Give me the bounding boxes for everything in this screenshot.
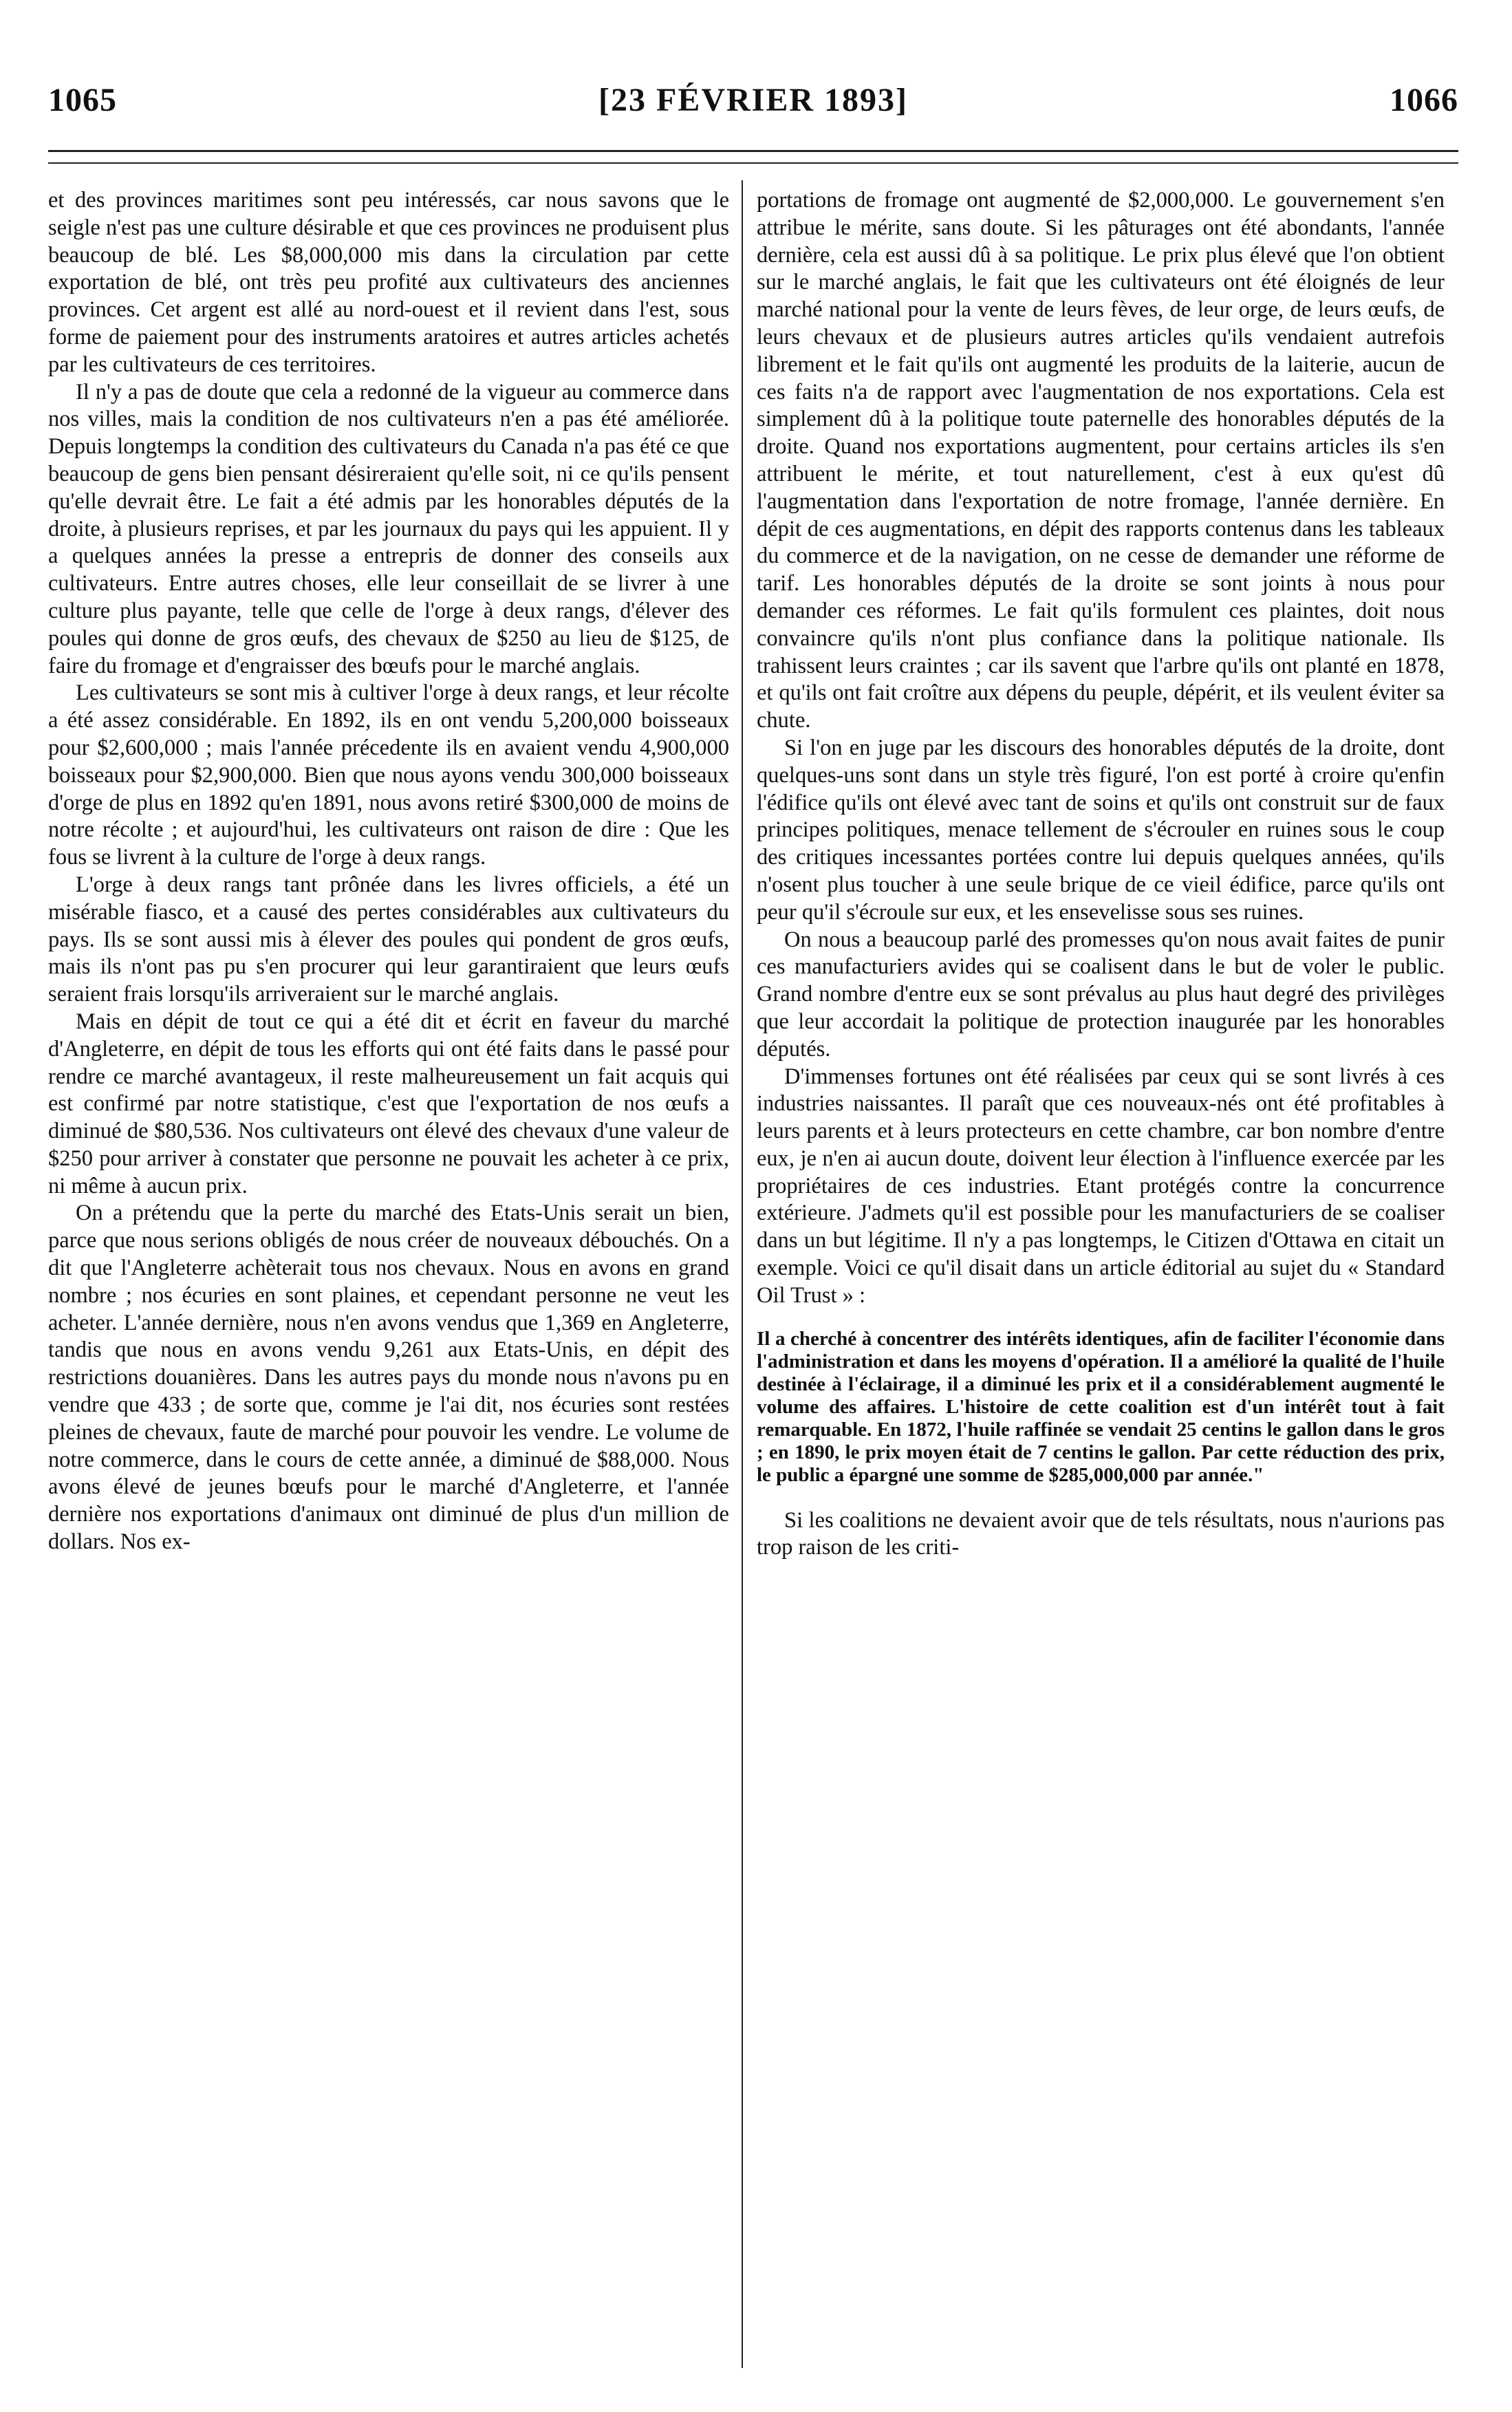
page-number-right: 1066 (1390, 82, 1458, 118)
paragraph: On a prétendu que la perte du marché des Etats-Unis serait un bien, parce que nous serions obligés de nous créer de nouveaux débouchés. On a dit que l'Angleterre achèterait tous nos chevaux. Nous en avons en grand nombre ; nos écuries en sont plaines, et cependant personne ne veut les acheter. L'année dernière, nous n'en avons vendus que 1,369 en Angleterre, tandis que nous en avons vendu 9,261 aux Etats-Unis, en dépit des restrictions douanières. Dans les autres pays du monde nous n'avons pu en vendre que 433 ; de sorte que, comme je l'ai dit, nos écuries sont restées pleines de chevaux, faute de marché pour pouvoir les vendre. Le volume de notre commerce, dans le cours de cette année, a diminué de $88,000. Nous avons élevé de jeunes bœufs pour le marché d'Angleterre, et l'année dernière nos exportations d'animaux ont diminué de plus d'un million de dollars. Nos ex- (48, 1200, 729, 1555)
paragraph: On nous a beaucoup parlé des promesses qu'on nous avait faites de punir ces manufacturiers avides qui se coalisent dans le but de voler le public. Grand nombre d'entre eux se sont prévalus au plus haut degré des privilèges que leur accordait la politique de protection inaugurée par les honorables députés. (757, 927, 1445, 1062)
right-column (757, 187, 1445, 1562)
issue-date: [23 FÉVRIER 1893] (598, 82, 908, 118)
paragraph: Les cultivateurs se sont mis à cultiver l'orge à deux rangs, et leur récolte a été assez considérable. En 1892, ils en ont vendu 5,200,000 boisseaux pour $2,600,000 ; mais l'année précedente ils en avaient vendu 4,900,000 boisseaux pour $2,900,000. Bien que nous ayons vendu 300,000 boisseaux d'orge de plus en 1892 qu'en 1891, nous avons retiré $300,000 de moins de notre récolte ; et aujourd'hui, les cultivateurs ont raison de dire : Que les fous se livrent à la culture de l'orge à deux rangs. (48, 680, 729, 870)
header-rule-bottom (48, 162, 1458, 164)
paragraph: Il n'y a pas de doute que cela a redonné de la vigueur au commerce dans nos villes, mais la condition de nos cultivateurs n'en a pas été améliorée. Depuis longtemps la condition des cultivateurs du Canada n'a pas été ce que beaucoup de gens bien pensant désireraient qu'elle soit, ni ce qu'ils pensent qu'elle devrait être. Le fait a été admis par les honorables députés de la droite, à plusieurs reprises, et par les journaux du pays qui les appuient. Il y a quelques années la presse a entrepris de donner des conseils aux cultivateurs. Entre autres choses, elle leur conseillait de se livrer à une culture plus payante, telle que celle de l'orge à deux rangs, d'élever des poules qui donne de gros œufs, des chevaux de $250 au lieu de $125, de faire du fromage et d'engraisser des bœufs pour le marché anglais. (48, 379, 729, 678)
paragraph: D'immenses fortunes ont été réalisées par ceux qui se sont livrés à ces industries naissantes. Il paraît que ces nouveaux-nés ont été profitables à leurs parents et à leurs protecteurs en cette chambre, car bon nombre d'entre eux, je n'en ai aucun doute, doivent leur élection à l'influence exercée par les propriétaires de ces industries. Etant protégés contre la concurrence extérieure. J'admets qu'il est possible pour les manufacturiers de se coaliser dans un but légitime. Il n'y a pas longtemps, le Citizen d'Ottawa en citait un exemple. Voici ce qu'il disait dans un article éditorial au sujet du « Standard Oil Trust » : (757, 1064, 1445, 1308)
paragraph: et des provinces maritimes sont peu intéressés, car nous savons que le seigle n'est pas une culture désirable et que ces provinces ne produisent plus beaucoup de blé. Les $8,000,000 mis dans la circulation par cette exportation de blé, ont très peu profité aux cultivateurs des anciennes provinces. Cet argent est allé au nord-ouest et il revient dans l'est, sous forme de paiement pour des instruments aratoires et autres articles achetés par les cultivateurs de ces territoires. (48, 188, 729, 377)
page-header (48, 81, 1458, 129)
block-quote: Il a cherché à concentrer des intérêts identiques, afin de faciliter l'économie dans l'administration et dans les moyens d'opération. Il a amélioré la qualité de l'huile destinée à l'éclairage, il a diminué les prix et il a considérablement augmenté le volume des affaires. L'histoire de cette coalition est d'un intérêt tout à fait remarquable. En 1872, l'huile raffinée se vendait 25 centins le gallon dans le gros ; en 1890, le prix moyen était de 7 centins le gallon. Par cette réduction des prix, le public a épargné une somme de $285,000,000 par année." (757, 1327, 1445, 1486)
paragraph: L'orge à deux rangs tant prônée dans les livres officiels, a été un misérable fiasco, et a causé des pertes considérables aux cultivateurs du pays. Ils se sont aussi mis à élever des poules qui pondent de gros œufs, mais ils n'ont pas pu s'en procurer qui leur garantiraient que leurs œufs seraient frais lorsqu'ils arriveraient sur le marché anglais. (48, 872, 729, 1007)
paragraph: Mais en dépit de tout ce qui a été dit et écrit en faveur du marché d'Angleterre, en dépit de tous les efforts qui ont été faits dans le passé pour rendre ce marché avantageux, il reste malheureusement un fait acquis qui est confirmé par notre statistique, c'est que l'exportation de nos œufs a diminué de $80,536. Nos cultivateurs ont élevé des chevaux d'une valeur de $250 pour arriver à constater que personne ne pouvait les acheter à ce prix, ni même à aucun prix. (48, 1009, 729, 1198)
paragraph: portations de fromage ont augmenté de $2,000,000. Le gouvernement s'en attribue le mérite, sans doute. Si les pâturages ont été abondants, l'année dernière, cela est aussi dû à sa politique. Le prix plus élevé que l'on obtient sur le marché anglais, le fait que les cultivateurs ont été éloignés de leur marché national pour la vente de leurs fèves, de leur orge, de leurs œufs, de leurs chevaux et de plusieurs autres articles qu'ils vendaient autrefois librement et le fait qu'ils ont augmenté les produits de la laiterie, aucun de ces faits n'a de rapport avec l'augmentation de nos exportations. Cela est simplement dû à la politique toute paternelle des honorables députés de la droite. Quand nos exportations augmentent, pour certains articles ils s'en attribuent le mérite, et tout naturellement, c'est à eux qu'est dû l'augmentation dans l'exportation de notre fromage, l'année dernière. En dépit de ces augmentations, en dépit des rapports contenus dans les tableaux du commerce et de la navigation, on ne cesse de demander une réforme de tarif. Les honorables députés de la droite se sont joints à nous pour demander ces réformes. Le fait qu'ils formulent ces plaintes, doit nous convaincre qu'ils n'ont plus confiance dans la politique nationale. Ils trahissent leurs craintes ; car ils savent que l'arbre qu'ils ont planté en 1878, et qu'ils ont fait croître aux dépens du peuple, dépérit, et ils veulent éviter sa chute. (757, 188, 1445, 733)
page-number-left: 1065 (48, 82, 117, 118)
column-divider (742, 180, 743, 2368)
paragraph: Si les coalitions ne devaient avoir que de tels résultats, nous n'aurions pas trop raison de les criti- (757, 1507, 1445, 1560)
header-rule-top (48, 150, 1458, 152)
left-column (48, 187, 729, 1556)
paragraph: Si l'on en juge par les discours des honorables députés de la droite, dont quelques-uns sont dans un style très figuré, l'on est porté à croire qu'enfin l'édifice qu'ils ont élevé avec tant de soins et qu'ils ont construit sur de faux principes politiques, menace tellement de s'écrouler en ruines sous le coup des critiques incessantes portées contre lui depuis quelques années, qu'ils n'osent plus toucher à une seule brique de ce vieil édifice, parce qu'ils ont peur qu'il s'écroule sur eux, et les ensevelisse sous ses ruines. (757, 735, 1445, 925)
